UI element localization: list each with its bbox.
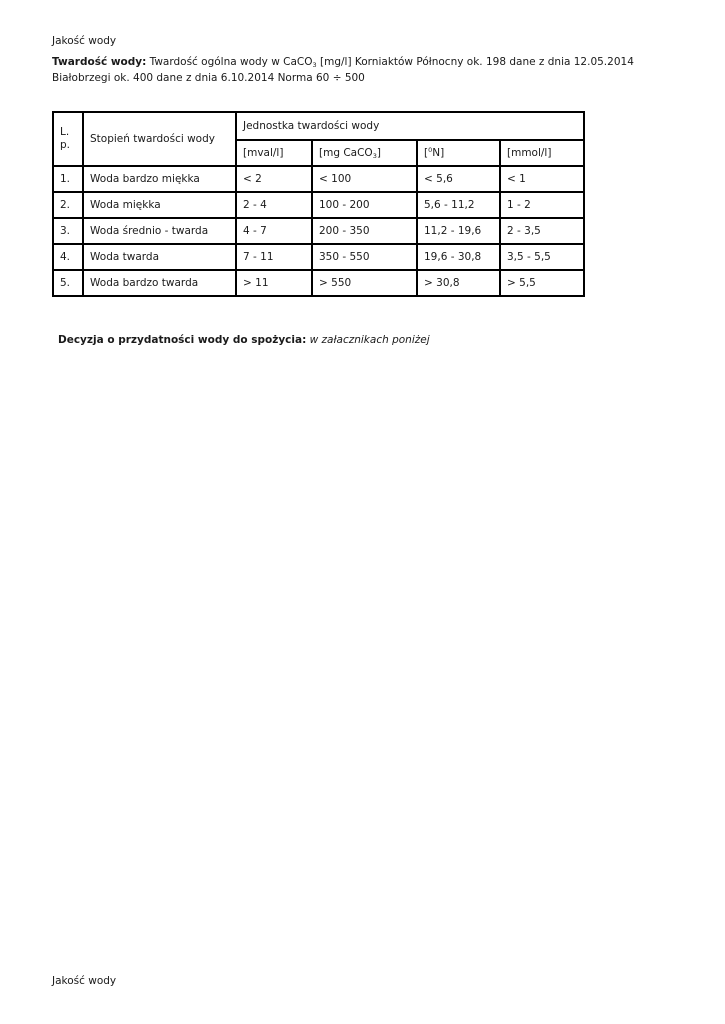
hardness-table [52, 111, 585, 297]
hardness-intro-paragraph [52, 55, 672, 86]
cell-n: > 30,8 [417, 270, 500, 296]
table-header-row [53, 112, 584, 140]
header-unit-n-sup: 0 [428, 146, 433, 154]
hardness-intro-label: Twardość wody: [52, 56, 147, 68]
cell-degree: Woda bardzo twarda [83, 270, 236, 296]
table-row [53, 166, 584, 192]
hardness-intro-text-end: [mg/l] Korniaktów Północny ok. 198 dane z dnia 12.05.2014 Białobrzegi ok. 400 dane z dnia 6.10.2014 Norma 60 ÷ 500 [52, 56, 634, 84]
decision-value: w załacznikach poniżej [309, 334, 430, 346]
header-unit-mmol: [mmol/l] [500, 140, 584, 166]
cell-caco3: 200 - 350 [312, 218, 417, 244]
page-header-title: Jakość wody [52, 35, 117, 47]
hardness-intro-subscript: 3 [312, 61, 317, 69]
cell-mmol: < 1 [500, 166, 584, 192]
cell-caco3: 350 - 550 [312, 244, 417, 270]
header-unit-caco3-prefix: [mg CaCO [319, 147, 373, 159]
header-unit-caco3-suffix: ] [376, 147, 381, 159]
header-unit-n-prefix: [ [424, 147, 429, 159]
header-unit-caco3-sub: 3 [372, 152, 377, 160]
table-row [53, 218, 584, 244]
cell-degree: Woda miękka [83, 192, 236, 218]
header-unit-n [417, 140, 500, 166]
cell-mval: 2 - 4 [236, 192, 312, 218]
cell-mval: 4 - 7 [236, 218, 312, 244]
cell-mmol: 2 - 3,5 [500, 218, 584, 244]
cell-caco3: 100 - 200 [312, 192, 417, 218]
header-unit-group: Jednostka twardości wody [236, 112, 584, 140]
cell-caco3: < 100 [312, 166, 417, 192]
hardness-intro-text-start: Twardość ogólna wody w CaCO [146, 56, 313, 68]
cell-caco3: > 550 [312, 270, 417, 296]
header-lp: L. p. [53, 112, 83, 166]
cell-n: 11,2 - 19,6 [417, 218, 500, 244]
cell-lp: 1. [53, 166, 83, 192]
cell-degree: Woda bardzo miękka [83, 166, 236, 192]
cell-lp: 3. [53, 218, 83, 244]
cell-mval: < 2 [236, 166, 312, 192]
cell-n: 5,6 - 11,2 [417, 192, 500, 218]
cell-mmol: > 5,5 [500, 270, 584, 296]
decision-paragraph [58, 334, 430, 346]
cell-n: < 5,6 [417, 166, 500, 192]
cell-lp: 5. [53, 270, 83, 296]
header-degree: Stopień twardości wody [83, 112, 236, 166]
cell-mmol: 3,5 - 5,5 [500, 244, 584, 270]
table-row [53, 192, 584, 218]
cell-mval: 7 - 11 [236, 244, 312, 270]
table-row [53, 270, 584, 296]
header-unit-n-suffix: N] [432, 147, 445, 159]
cell-mval: > 11 [236, 270, 312, 296]
table-row [53, 244, 584, 270]
cell-lp: 2. [53, 192, 83, 218]
header-unit-caco3 [312, 140, 417, 166]
cell-mmol: 1 - 2 [500, 192, 584, 218]
page-footer-title: Jakość wody [52, 975, 117, 987]
header-unit-mval: [mval/l] [236, 140, 312, 166]
decision-label: Decyzja o przydatności wody do spożycia: [58, 334, 307, 346]
cell-degree: Woda twarda [83, 244, 236, 270]
cell-n: 19,6 - 30,8 [417, 244, 500, 270]
cell-degree: Woda średnio - twarda [83, 218, 236, 244]
cell-lp: 4. [53, 244, 83, 270]
